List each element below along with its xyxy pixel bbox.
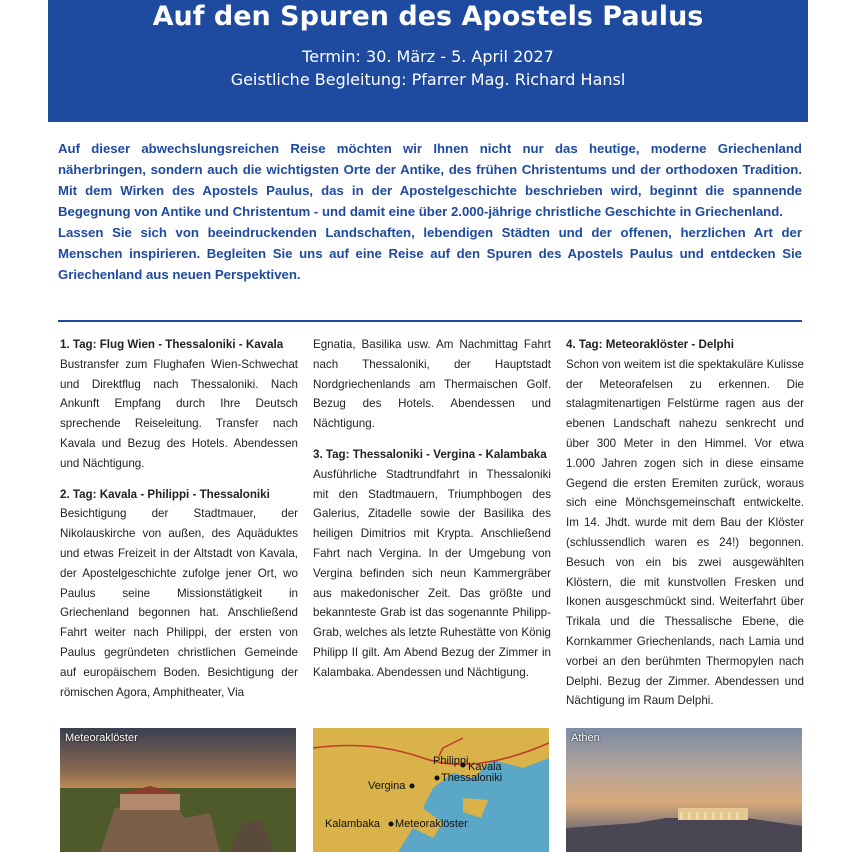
day-3 bbox=[313, 445, 551, 683]
day-2-continued bbox=[313, 335, 551, 434]
day-1 bbox=[60, 335, 298, 474]
divider bbox=[58, 320, 802, 322]
intro-paragraph-2: Lassen Sie sich von beeindruckenden Landschaften, lebendigen Städten und der offenen, herzlichen Art der Menschen inspirieren. Begleiten Sie uns auf eine Reise auf den Spuren des Apostels Paulus und entdecken Sie Griechenland aus neuen Perspektiven. bbox=[58, 225, 802, 282]
travel-date: Termin: 30. März - 5. April 2027 bbox=[302, 47, 554, 66]
map-label-philippi: Philippi bbox=[433, 755, 469, 767]
day-2-text: Besichtigung der Stadtmauer, der Nikolauskirche von außen, des Aquäduktes und etwas Freizeit in der Altstadt von Kavala, der Apostelgeschichte zufolge jener Ort, wo Paulus seine Missionstätigkeit in Griechenland begonnen hat. Anschließend Fahrt weiter nach Philippi, der ersten von Paulus gegründeten christlichen Gemeinde auf europäischem Boden. Besichtigung der römischen Agora, Amphitheater, Via bbox=[60, 507, 298, 699]
day-4 bbox=[566, 335, 804, 711]
map-label-kalambaka: Kalambaka bbox=[325, 818, 381, 830]
spiritual-guide: Geistliche Begleitung: Pfarrer Mag. Richard Hansl bbox=[230, 70, 626, 89]
column-1 bbox=[60, 335, 298, 713]
day-2 bbox=[60, 485, 298, 703]
day-1-title: 1. Tag: Flug Wien - Thessaloniki - Kavala bbox=[60, 338, 284, 351]
day-2-continued-text: Egnatia, Basilika usw. Am Nachmittag Fahrt nach Thessaloniki, der Hauptstadt Nordgriechenlands am Thermaischen Golf. Bezug des Hotels. Abendessen und Nächtigung. bbox=[313, 338, 551, 431]
intro-text bbox=[58, 138, 802, 285]
header-banner bbox=[48, 0, 808, 122]
athens-photo bbox=[566, 728, 802, 852]
meteora-scene bbox=[60, 728, 296, 852]
route-map-graphic bbox=[313, 728, 549, 852]
meteora-caption: Meteoraklöster bbox=[65, 732, 138, 744]
day-4-title: 4. Tag: Meteoraklöster - Delphi bbox=[566, 338, 734, 351]
column-3 bbox=[566, 335, 804, 722]
map-label-thessaloniki: Thessaloniki bbox=[441, 772, 503, 784]
map-label-meteora: Meteoraklöster bbox=[395, 818, 468, 830]
athens-caption: Athen bbox=[571, 732, 600, 744]
day-4-text: Schon von weitem ist die spektakuläre Kulisse der Meteorafelsen zu erkennen. Die stalagmitenartigen Felstürme ragen aus der ebenen Landschaft nahezu senkrecht und über 300 Meter in den Himmel. Vor etwa 1.000 Jahren zogen sich in diese einsame Gegend die ersten Eremiten zurück, woraus sich eine Mönchsgemeinschaft entwickelte. Im 14. Jhdt. wurde mit dem Bau der Klöster (schlussendlich waren es 24!) begonnen. Besuch von ein bis zwei ausgewählten Klöstern, die mit kunstvollen Fresken und Ikonen ausgeschmückt sind. Weiterfahrt über Trikala und die Thessalische Ebene, die Kornkammer Griechenlands, nach Lamia und vorbei an den berühmten Thermopylen nach Delphi. Bezug der Zimmer. Abendessen und Nächtigung im Raum Delphi. bbox=[566, 357, 804, 708]
day-3-text: Ausführliche Stadtrundfahrt in Thessaloniki mit den Stadtmauern, Triumphbogen des Galerius, Zitadelle sowie der Basilika des heiligen Dimitrios mit Krypta. Anschließend Fahrt nach Vergina. In der Umgebung von Vergina befinden sich neun Kammergräber aus makedonischer Zeit. Das größte und bekannteste Grab ist das sogenannte Philipp-Grab, welches als letzte Ruhestätte von König Philipp II gilt. Am Abend Bezug der Zimmer in Kalambaka. Abendessen und Nächtigung. bbox=[313, 467, 551, 679]
map-label-vergina: Vergina bbox=[368, 780, 406, 792]
day-2-title: 2. Tag: Kavala - Philippi - Thessaloniki bbox=[60, 487, 270, 501]
column-2 bbox=[313, 335, 551, 694]
meteora-photo bbox=[60, 728, 296, 852]
intro-paragraph-1: Auf dieser abwechslungsreichen Reise möchten wir Ihnen nicht nur das heutige, moderne Griechenland näherbringen, sondern auch die wichtigsten Orte der Antike, des frühen Christentums und der orthodoxen Tradition. Mit dem Wirken des Apostels Paulus, das in der Apostelgeschichte beschrieben wird, beginnt die spannende Begegnung von Antike und Christentum - und damit eine über 2.000-jährige christliche Geschichte in Griechenland. bbox=[58, 141, 802, 219]
map-label-kavala: Kavala bbox=[468, 761, 502, 773]
day-3-title: 3. Tag: Thessaloniki - Vergina - Kalambaka bbox=[313, 447, 547, 461]
day-1-text: Bustransfer zum Flughafen Wien-Schwechat und Direktflug nach Thessaloniki. Nach Ankunft Empfang durch Ihre Deutsch sprechende Reiseleitung. Transfer nach Kavala und Bezug des Hotels. Abendessen und Nächtigung. bbox=[60, 357, 298, 470]
page-title: Auf den Spuren des Apostels Paulus bbox=[152, 1, 704, 32]
acropolis-scene bbox=[566, 728, 802, 852]
route-map bbox=[313, 728, 549, 852]
